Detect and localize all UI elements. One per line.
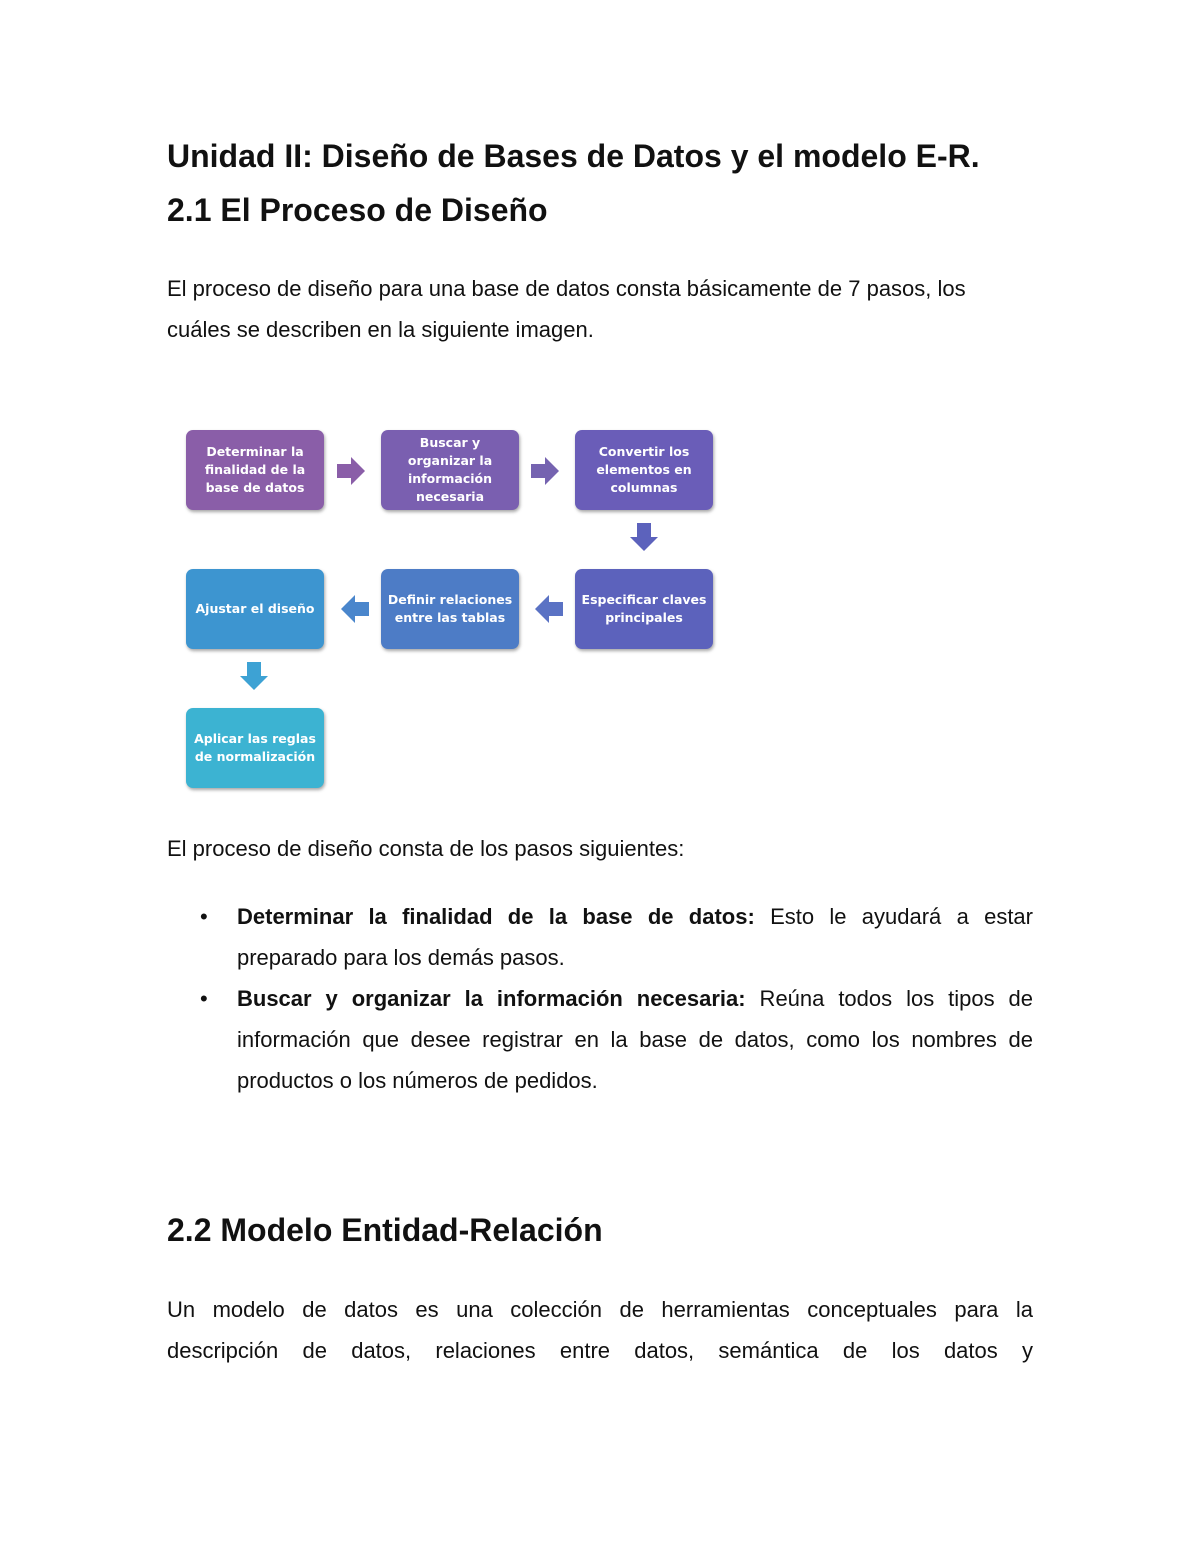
arrow-left-icon-1 bbox=[533, 593, 565, 625]
step-box-6: Ajustar el diseño bbox=[186, 569, 324, 649]
section-2-line-1: Un modelo de datos es una colección de herramientas conceptuales para la bbox=[167, 1297, 1033, 1322]
section-2-paragraph bbox=[167, 1289, 1033, 1371]
intro-line-2: cuáles se describen en la siguiente imagen. bbox=[167, 317, 594, 342]
bullet-2-line-2: información que desee registrar en la base de datos, como los nombres de bbox=[237, 1027, 1033, 1052]
step-box-7: Aplicar las reglas de normalización bbox=[186, 708, 324, 788]
bullet-2-rest: Reúna todos los tipos de bbox=[745, 986, 1033, 1011]
steps-list bbox=[167, 896, 1033, 1101]
section-1-title: 2.1 El Proceso de Diseño bbox=[167, 192, 548, 228]
step-box-5: Definir relaciones entre las tablas bbox=[381, 569, 519, 649]
steps-intro: El proceso de diseño consta de los pasos siguientes: bbox=[167, 836, 685, 861]
step-box-1: Determinar la finalidad de la base de datos bbox=[186, 430, 324, 510]
arrow-right-icon-1 bbox=[335, 455, 367, 487]
unit-heading: Unidad II: Diseño de Bases de Datos y el modelo E-R. bbox=[167, 138, 980, 174]
section-2-line-2: descripción de datos, relaciones entre datos, semántica de los datos y bbox=[167, 1338, 1033, 1363]
bullet-1-bold: Determinar la finalidad de la base de datos: bbox=[237, 904, 755, 929]
section-2-title: 2.2 Modelo Entidad-Relación bbox=[167, 1212, 603, 1248]
bullet-icon: • bbox=[200, 986, 208, 1011]
bullet-1-line-2: preparado para los demás pasos. bbox=[237, 945, 565, 970]
section-1-intro bbox=[167, 268, 1033, 350]
arrow-down-icon-2 bbox=[238, 660, 270, 692]
step-box-3: Convertir los elementos en columnas bbox=[575, 430, 713, 510]
bullet-2-line-1 bbox=[237, 978, 1033, 1019]
bullet-icon: • bbox=[200, 904, 208, 929]
list-item bbox=[167, 978, 1033, 1101]
intro-line-1: El proceso de diseño para una base de datos consta básicamente de 7 pasos, los bbox=[167, 276, 966, 301]
arrow-down-icon-1 bbox=[628, 521, 660, 553]
arrow-right-icon-2 bbox=[529, 455, 561, 487]
step-box-4: Especificar claves principales bbox=[575, 569, 713, 649]
bullet-1-rest: Esto le ayudará a estar bbox=[754, 904, 1033, 929]
arrow-left-icon-2 bbox=[339, 593, 371, 625]
bullet-2-line-3: productos o los números de pedidos. bbox=[237, 1068, 598, 1093]
bullet-1-line-1 bbox=[237, 896, 1033, 937]
design-process-diagram bbox=[180, 424, 720, 796]
list-item bbox=[167, 896, 1033, 978]
bullet-2-bold: Buscar y organizar la información necesaria: bbox=[237, 986, 746, 1011]
step-box-2: Buscar y organizar la información necesaria bbox=[381, 430, 519, 510]
